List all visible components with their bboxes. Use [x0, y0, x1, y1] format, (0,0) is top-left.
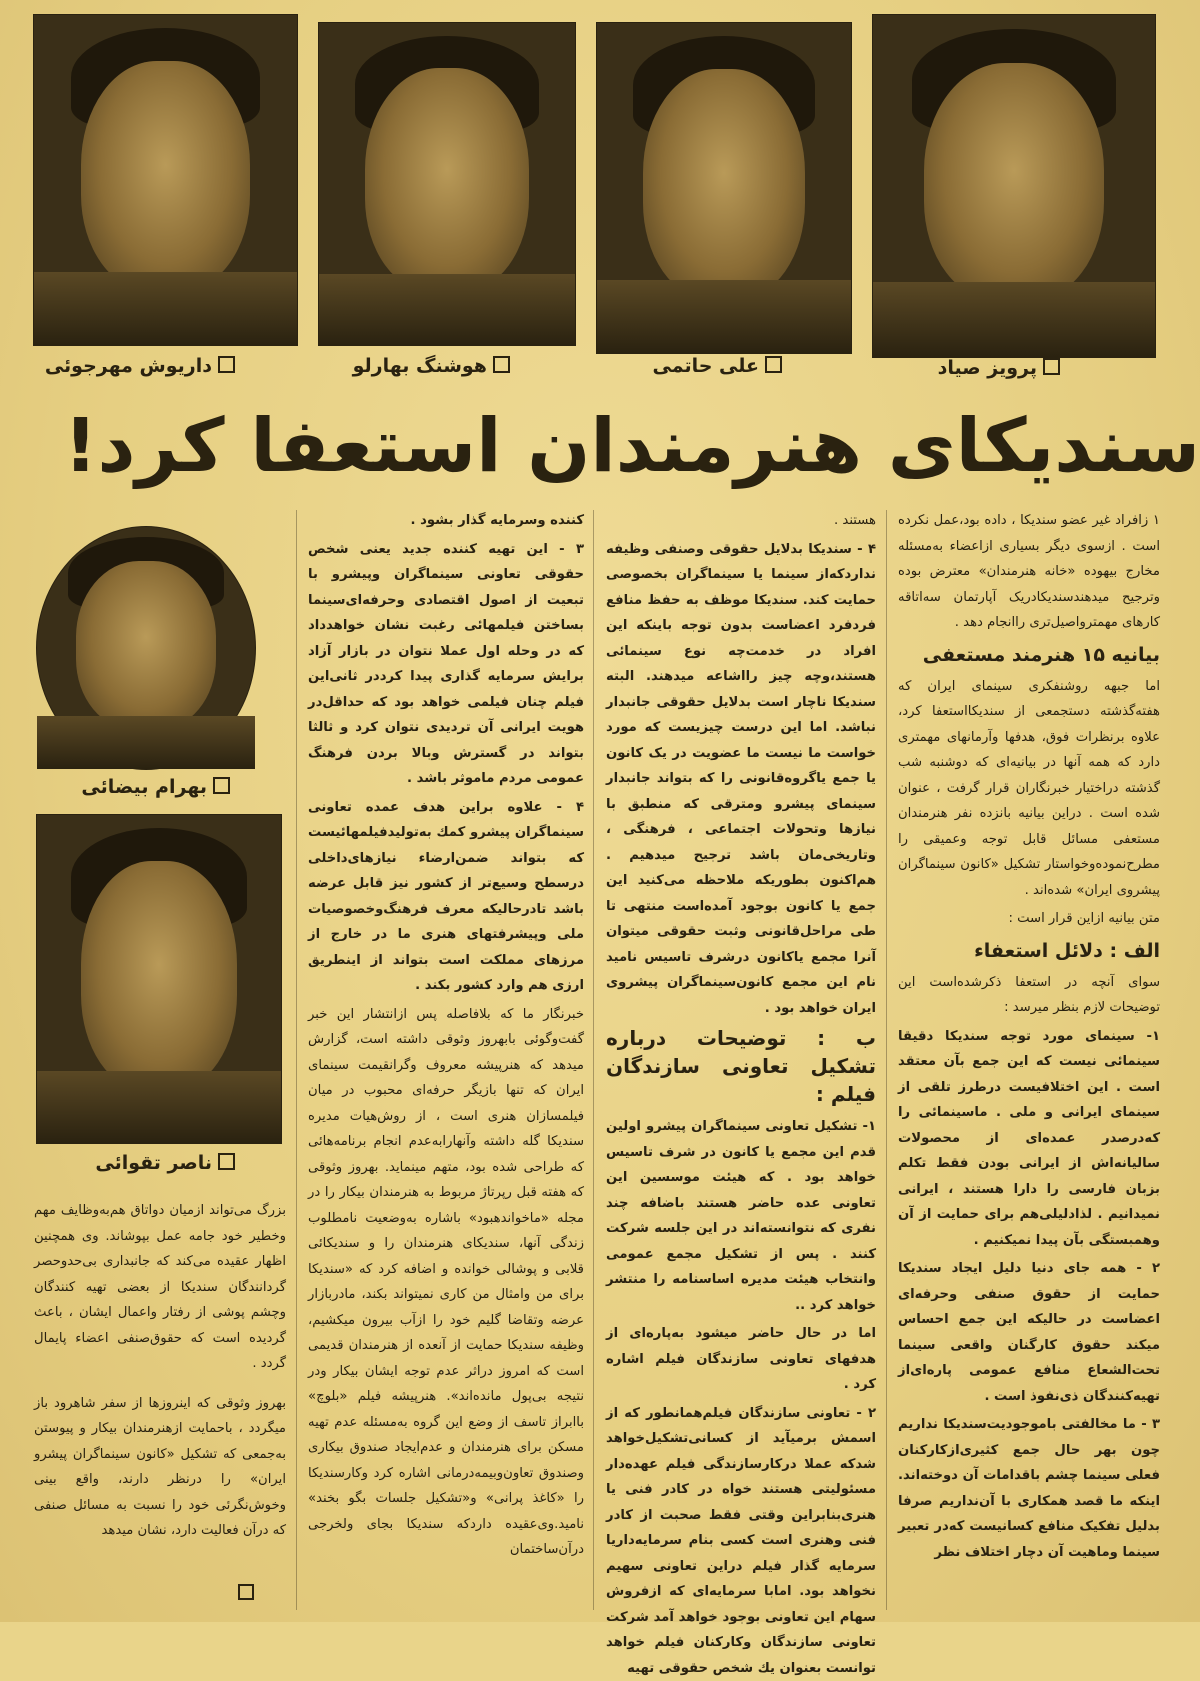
photo-face	[365, 68, 529, 293]
photo-face	[643, 69, 806, 300]
caption-bahram-beyzaie	[81, 776, 230, 798]
column-paragraph: سوای آنچه در استعفا ذکرشده‌است این توضیحات لازم بنظر میرسد :	[898, 970, 1160, 1021]
column-paragraph: ۱- تشکیل تعاونی سینماگران پیشرو اولین قدم این مجمع یا کانون در شرف تاسیس خواهد بود . که هیئت موسسین این تعاونی عده حاضر هستند باضافه چند نفری که نتوانسته‌اند در این جلسه شرکت کنند . پس از تشکیل مجمع عمومی وانتخاب هیئت مدیره اساسنامه را منتشر خواهد کرد ..	[606, 1114, 876, 1318]
photo-parviz-sayyad	[872, 14, 1156, 358]
caption-naser-taghvaie	[95, 1152, 235, 1174]
caption-box	[218, 1153, 235, 1170]
caption-text: پرویز صیاد	[938, 357, 1037, 379]
column-paragraph: اما جبهه روشنفکری سینمای ایران که هفته‌گذشته دستجمعی از سندیکااستعفا کرد، علاوه برنظرات فوق، هدفها وآرمانهای مهمتری دارد که همه آنها در بیانیه‌ای که دوشنبه شب گذشته دراختیار خبرنگاران قرار گرفت ، عنوان شده است . دراین بیانیه بانزده نفر هنرمندان مستعفی مسائل قابل توجه وعمیقی را مطرح‌نموده‌وخواستار تشکیل «کانون سینماگران پیشروی ایران» شده‌اند .	[898, 674, 1160, 904]
section-heading: ب : توضیحات درباره تشکیل تعاونی سازندگان فیلم :	[606, 1024, 876, 1108]
section-heading: بیانیه ۱۵ هنرمند مستعفی	[898, 640, 1160, 670]
column-paragraph: متن بیانیه ازاین قرار است :	[898, 906, 1160, 932]
photo-ali-hatami	[596, 22, 852, 354]
caption-box	[765, 356, 782, 373]
photo-collar	[37, 1071, 281, 1143]
photo-collar	[597, 280, 851, 353]
column-paragraph: بزرگ می‌تواند ازمیان دواتاق هم‌به‌وظایف مهم وخطیر خود جامه عمل بپوشاند. وی همچنین اظهار عقیده می‌کند که جانبداری بی‌حدوحصر گردانندگان سندیکا از بعضی تهیه کنندگان وچشم پوشی از رفتار واعمال ایشان ، باعث گردیده است که حقوق‌صنفی اعضاء پایمال گردد .	[34, 1198, 286, 1377]
caption-dariush-mehrjui	[45, 355, 235, 377]
caption-parviz-sayyad	[938, 357, 1060, 379]
caption-box	[493, 356, 510, 373]
photo-face	[76, 561, 216, 730]
photo-face	[81, 861, 237, 1091]
column-paragraph: ۴ - سندیکا بدلایل حقوقی وصنفی وظیفه نداردکه‌از سینما یا سینماگران بخصوصی حمایت کند. سندیکا موظف به حفظ منافع فردفرد اعضاست بدون توجه باینکه این افراد در خدمت‌چه نوع سینمائی هستند،وچه چیز رااشاعه میدهند. البته سندیکا ناچار است بدلایل حقوقی جانبدار نباشد. اما این درست چیزیست که مورد خواست ما نیست ما عضویت در یک کانون یا جمع یاگروه‌قانونی را که بتواند جانبدار سینمای پیشرو ومترقی که منطبق با نیازها وتحولات اجتماعی ، فرهنگی ، وتاریخی‌مان باشد ترجیح میدهیم . هم‌اکنون بطوریکه ملاحظه می‌کنید این جمع یا کانون بوجود آمده‌است منتهی تا طی مراحل‌قانونی وثبت حقوقی میتوان آنرا مجمع یاکانون درشرف تاسیس نامید نام این مجمع کانون‌سینماگران پیشروی ایران خواهد بود .	[606, 537, 876, 1022]
column-paragraph: ۳ - این تهیه کننده جدید یعنی شخص حقوقی تعاونی سینماگران وپیشرو با تبعیت از اصول اقتصادی وحرفه‌ای‌سینما بساختن فیلمهائی رغبت نشان خواهدداد که در وحله اول عملا نتوان در بازار آزاد برایش سرمایه گذاری پیدا کرددر ثانی‌این فیلم چنان فیلمی خواهد بود که حداقل‌در هویت ایرانی آن تردیدی نتوان کرد و ثالثا بتواند در گسترش وبالا بردن فرهنگ عمومی مردم ماموثر باشد .	[308, 537, 584, 792]
article-column-2	[606, 508, 876, 1618]
column-paragraph: ۲ - تعاونی سازندگان فیلم‌همانطور که از اسمش برمیآید از کسانی‌تشکیل‌خواهد شدکه عملا درکارسازندگی فیلم عهده‌دار مسئولیتی هستند خواه در کادر فنی یا هنری‌بنابراین وقتی فقط صحبت از کادر فنی وهنری است کسی بنام سرمایه‌داریا سرمایه گذار فیلم دراین تعاونی سهیم نخواهد بود. امابا سرمایه‌ای که ازفروش سهام این تعاونی بوجود خواهد آمد شرکت تعاونی سازندگان وکارکنان فیلم خواهد توانست بعنوان یك شخص حقوقی تهیه	[606, 1401, 876, 1681]
caption-box	[213, 777, 230, 794]
caption-text: داریوش مهرجوئی	[45, 355, 212, 377]
photo-collar	[319, 274, 575, 345]
photo-bahram-beyzaie	[36, 526, 256, 770]
caption-box	[218, 356, 235, 373]
caption-ali-hatami	[653, 355, 783, 377]
column-paragraph: ۲ - همه جای دنیا دلیل ایجاد سندیکا حمایت از حقوق صنفی وحرفه‌ای اعضاست در حالیکه این جمع احساس میکند حقوق کارگنان واقعی سینما تحت‌الشعاع منافع عمومی پاره‌ای‌از تهیه‌کنندگان ذی‌نفوذ است .	[898, 1256, 1160, 1409]
column-paragraph: کننده وسرمایه گذار بشود .	[308, 508, 584, 534]
photo-face	[924, 63, 1104, 302]
photo-collar	[34, 272, 297, 345]
article-end-box	[238, 1584, 254, 1600]
photo-naser-taghvaie	[36, 814, 282, 1144]
article-column-4	[34, 1198, 286, 1602]
headline: سندیکای هنرمندان استعفا کرد!	[12, 396, 1200, 496]
caption-text: هوشنگ بهارلو	[353, 355, 487, 377]
column-paragraph: بهروز وثوقی که اینروزها از سفر شاهرود باز میگردد ، باحمایت ازهنرمندان بیکار و پیوستن به‌جمعی که تشکیل «کانون سینماگران پیشرو ایران» را درنظر دارند، واقع بینی وخوش‌نگرئی خود را نسبت به مسائل صنفی که درآن فعالیت دارد، نشان میدهد	[34, 1391, 286, 1544]
photo-dariush-mehrjui	[33, 14, 298, 346]
column-divider	[296, 510, 297, 1610]
photo-collar	[37, 716, 255, 769]
caption-box	[1043, 358, 1060, 375]
photo-houshang-baharlou	[318, 22, 576, 346]
column-paragraph: اما در حال حاضر میشود به‌پاره‌ای از هدفهای تعاونی سازندگان فیلم اشاره کرد .	[606, 1321, 876, 1398]
caption-text: بهرام بیضائی	[81, 776, 207, 798]
article-column-1	[898, 508, 1160, 1618]
column-paragraph: ۱ زافراد غیر عضو سندیکا ، داده بود،عمل نکرده است . ازسوی دیگر بسیاری ازاعضاء به‌مسئله مخارج بیهوده «خانه هنرمندان» معترض بوده وترجیح میدهندسندیکادریک آپارتمان سه‌اتاقه کارهای مهمترواصیل‌تری راانجام دهد .	[898, 508, 1160, 636]
column-divider	[886, 510, 887, 1610]
column-paragraph: هستند .	[606, 508, 876, 534]
caption-text: علی حاتمی	[653, 355, 760, 377]
column-paragraph: خبرنگار ما که بلافاصله پس ازانتشار این خبر گفت‌وگوئی بابهروز وثوقی داشته است، گزارش میدهد که هنرپیشه معروف وگرانقیمت سینمای ایران که تنها بازیگر حرفه‌ای محبوب در میان فیلمسازان هنری است ، از روش‌هیات مدیره سندیکا گله داشته وآنهارابه‌عدم انجام برنامه‌هائی که طراحی شده بود، متهم مینماید. بهروز وثوقی که هفته قبل رپرتاژ مربوط به هنرمندان بیکار را در مجله «ماخواندهبود» باشاره به‌وضعیت نامطلوب زندگی آنها، سندیکای هنرمندان را و سندیکائی قلابی و پوشالی خوانده و اضافه کرد که «سندیکا برای من وامثال من کاری نمیتواند بکند، مادربازار عرضه وتقاضا گلیم خود را ازآب بیرون میکشیم، وظیفه سندیکا حمایت از آنعده از هنرمندان قدیمی است که امروز دراثر عدم توجه ایشان بیکار ودر نتیجه بی‌پول مانده‌اند». هنرپیشه فیلم «بلوچ» باابراز تاسف از وضع این گروه به‌مسئله عدم تهیه مسکن برای هنرمندان و عدم‌ایجاد صندوق بیکاری وصندوق تعاون‌وبیمه‌درمانی اشاره کرد وکارسندیکا را «کاغذ پرانی» و«تشکیل جلسات بگو بخند» نامید.وی‌عقیده داردکه سندیکا بجای ولخرجی درآن‌ساختمان	[308, 1002, 584, 1563]
column-paragraph: ۴ - علاوه براین هدف عمده تعاونی سینماگران پیشرو کمك به‌تولیدفیلمهائیست که بتواند ضمن‌ارضاء نیازهای‌داخلی درسطح وسیع‌تر از کشور نیز قابل عرضه باشد تادرحالیکه معرف فرهنگ‌وخصوصیات ملی وپیشرفتهای هنری ما در خارج از مرزهای مملکت است بتواند از اینطریق ارزی هم وارد کشور بکند .	[308, 795, 584, 999]
column-divider	[593, 510, 594, 1610]
photo-collar	[873, 282, 1155, 357]
article-column-3	[308, 508, 584, 1618]
column-paragraph: ۱- سینمای مورد توجه سندیکا دقیقا سینمائی نیست که این جمع بآن معتقد است . این اختلافیست درطرز تلقی از سینمای ایرانی و ملی . ماسینمائی را که‌درصدر عمده‌ای از محصولات سالیانه‌اش از ایرانی بودن فقط تکلم بزبان فارسی را دارا هستند ، ایرانی نمیدانیم . لذادلیلی‌هم برای حمایت از آن وهمبستگی بآن پیدا نمیکنیم .	[898, 1024, 1160, 1254]
caption-houshang-baharlou	[353, 355, 510, 377]
column-paragraph: ۳ - ما مخالفتی باموجودیت‌سندیکا نداریم چون بهر حال جمع کثیری‌ازکارکنان فعلی سینما چشم باقدامات آن دوخته‌اند. اینکه ما قصد همکاری با آن‌نداریم صرفا بدلیل تفکیک منافع کسانیست که‌در تعبیر سینما وماهیت آن دچار اختلاف نظر	[898, 1412, 1160, 1565]
photo-face	[81, 61, 249, 292]
caption-text: ناصر تقوائی	[95, 1152, 212, 1174]
section-heading: الف : دلائل استعفاء	[898, 936, 1160, 966]
